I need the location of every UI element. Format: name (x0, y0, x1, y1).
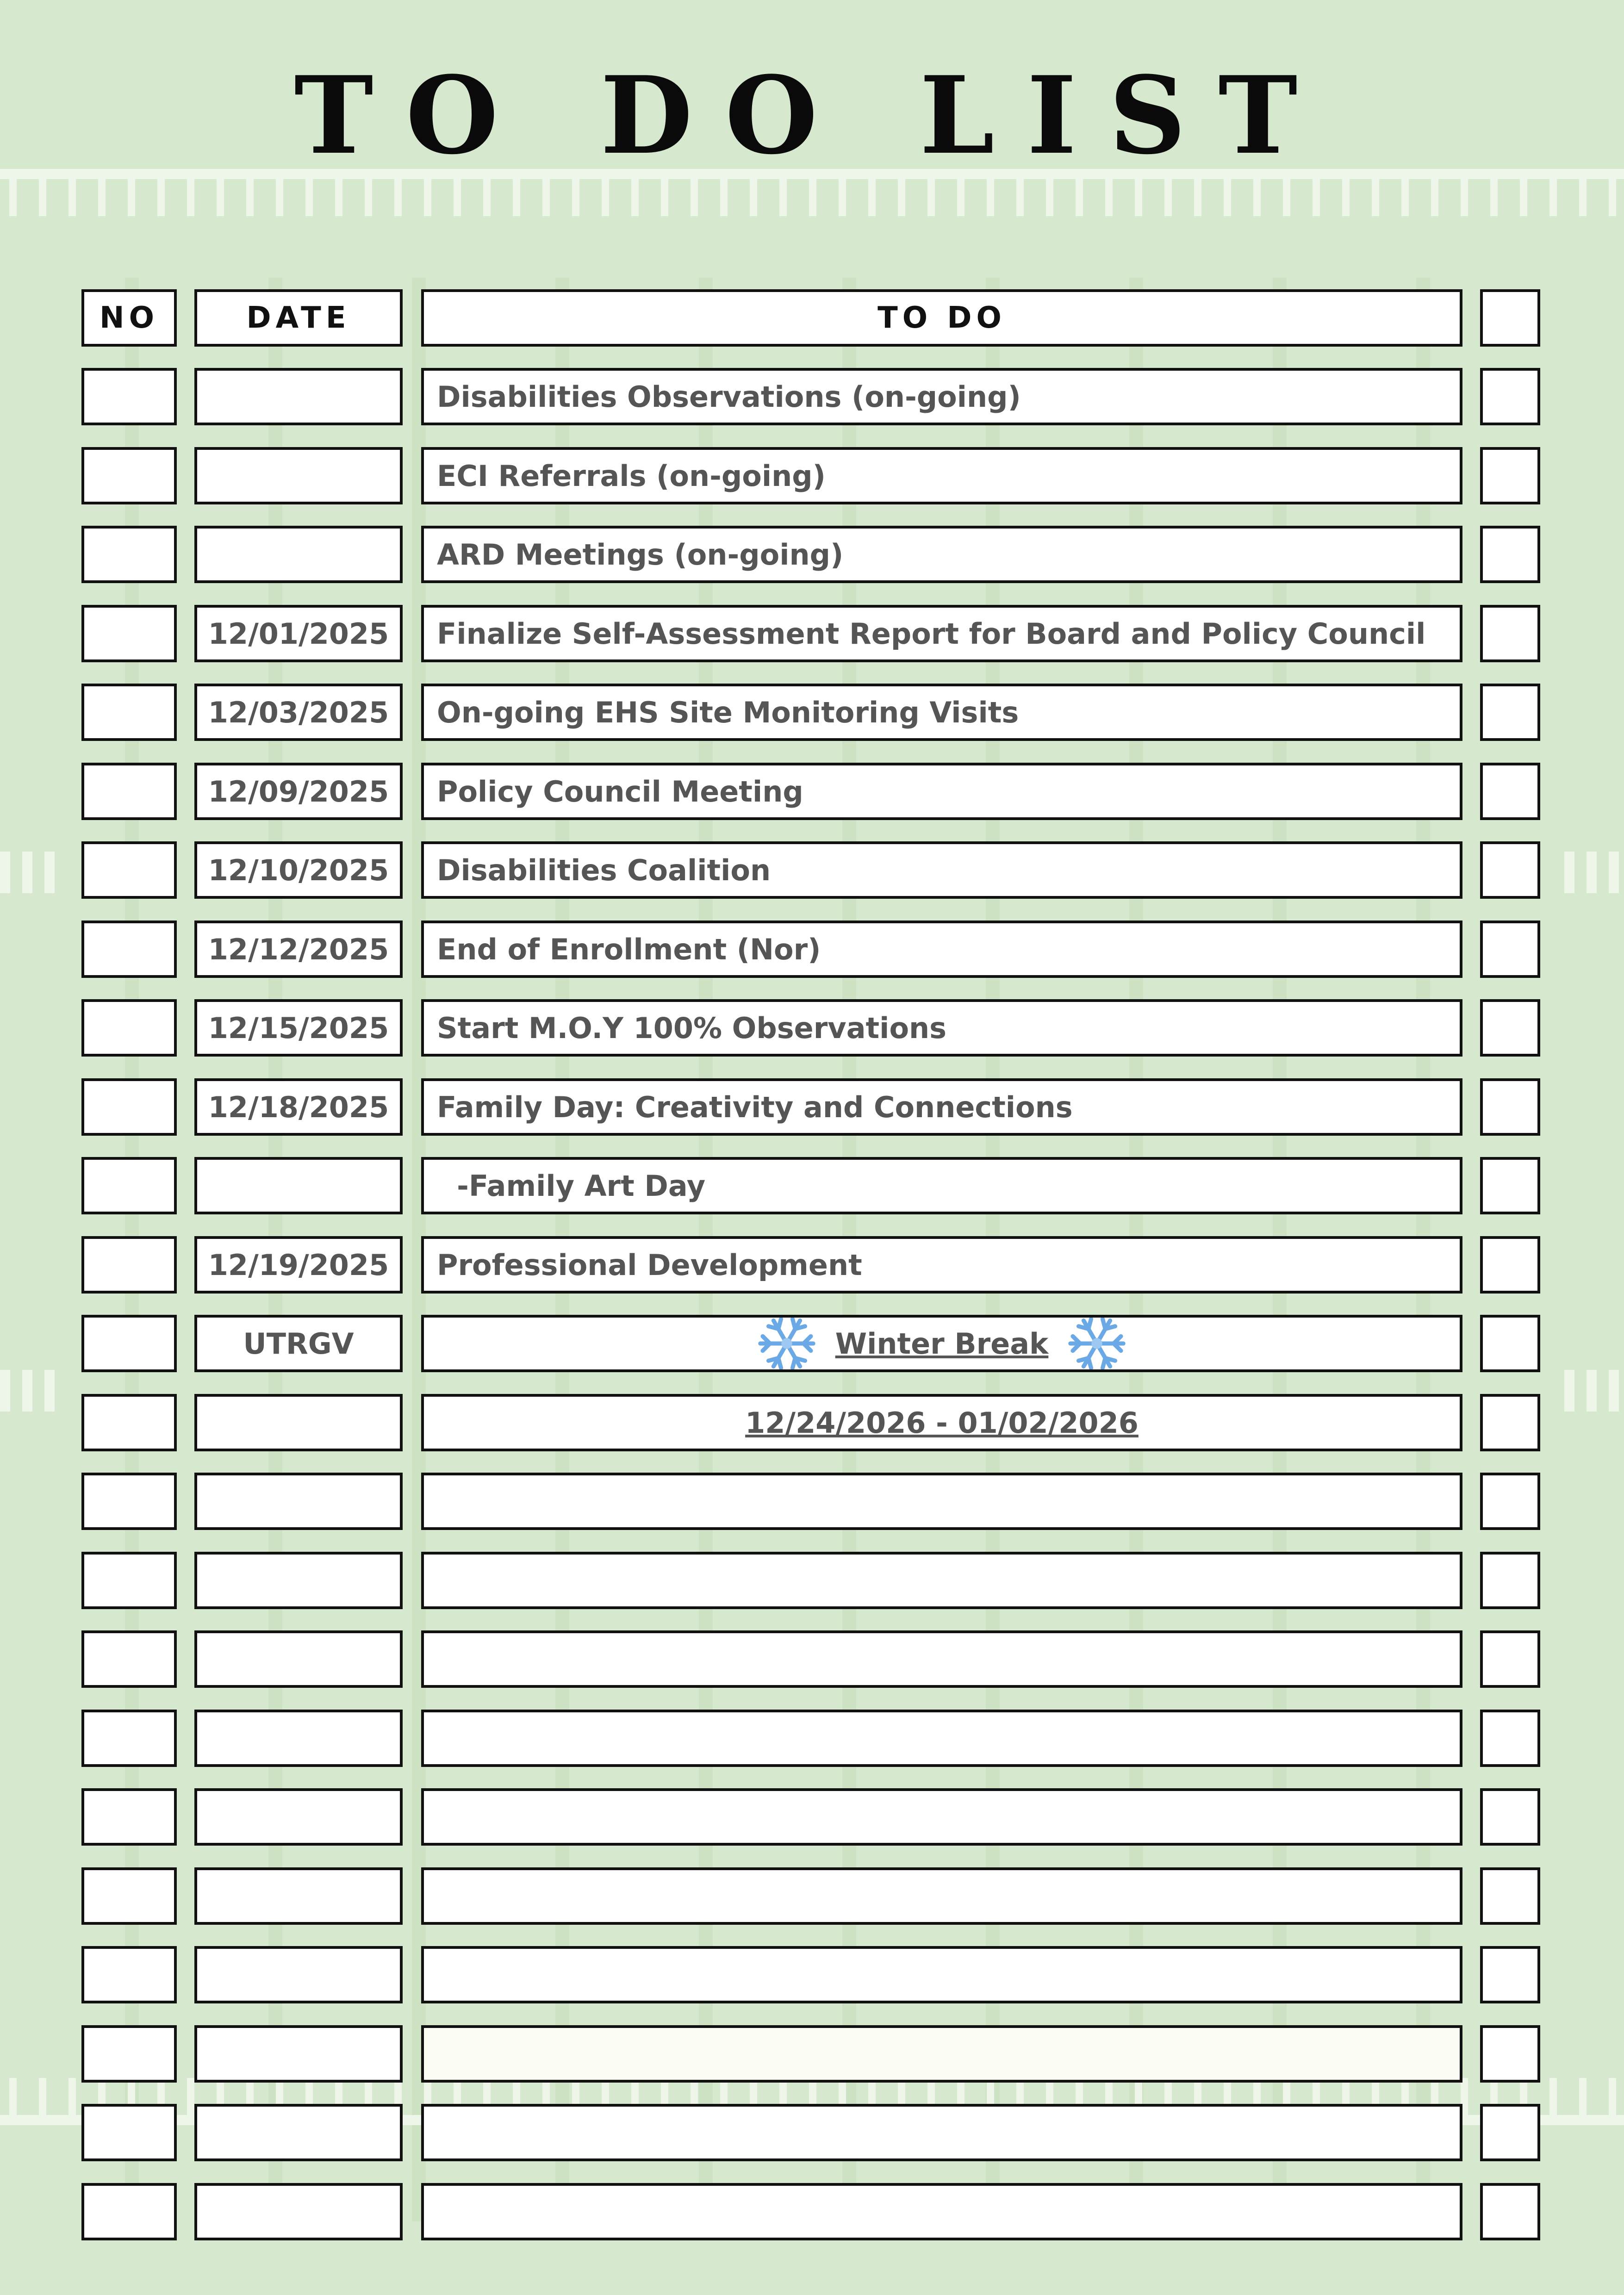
row-task-cell[interactable] (421, 1552, 1462, 1609)
row-task-cell[interactable] (421, 368, 1462, 425)
table-row (0, 1867, 1624, 1928)
table-row (0, 1078, 1624, 1138)
row-checkbox[interactable] (1480, 1236, 1540, 1294)
row-number-cell[interactable] (81, 1315, 177, 1372)
table-row (0, 1788, 1624, 1848)
task-text: Professional Development (437, 1248, 862, 1282)
row-date-cell[interactable]: 12/19/2025 (194, 1236, 403, 1294)
header-check (1480, 289, 1540, 347)
row-checkbox[interactable] (1480, 447, 1540, 504)
table-row (0, 841, 1624, 902)
task-text: Family Day: Creativity and Connections (437, 1090, 1073, 1124)
row-checkbox[interactable] (1480, 2104, 1540, 2161)
row-number-cell[interactable] (81, 1788, 177, 1846)
row-number-cell[interactable] (81, 447, 177, 504)
row-date-cell[interactable] (194, 1946, 403, 2003)
page-title: TO DO LIST (294, 53, 1330, 178)
table-row (0, 1315, 1624, 1375)
row-task-cell[interactable] (421, 841, 1462, 899)
table-row (0, 1157, 1624, 1217)
row-number-cell[interactable] (81, 841, 177, 899)
row-task-cell[interactable] (421, 1078, 1462, 1136)
row-checkbox[interactable] (1480, 1078, 1540, 1136)
row-task-cell[interactable] (421, 1788, 1462, 1846)
row-date-cell[interactable]: 12/15/2025 (194, 999, 403, 1057)
row-task-cell[interactable] (421, 605, 1462, 662)
row-checkbox[interactable] (1480, 1394, 1540, 1451)
row-number-cell[interactable] (81, 1157, 177, 1214)
row-task-cell[interactable] (421, 2104, 1462, 2161)
row-checkbox[interactable] (1480, 1946, 1540, 2003)
row-checkbox[interactable] (1480, 1788, 1540, 1846)
row-checkbox[interactable] (1480, 1157, 1540, 1214)
snowflake-icon (1067, 1315, 1127, 1372)
table-row (0, 1630, 1624, 1691)
table-row (0, 2183, 1624, 2243)
row-task-cell[interactable] (421, 684, 1462, 741)
row-number-cell[interactable] (81, 920, 177, 978)
table-row (0, 920, 1624, 981)
task-text: -Family Art Day (437, 1169, 706, 1203)
row-date-cell[interactable] (194, 2025, 403, 2083)
row-number-cell[interactable] (81, 1867, 177, 1925)
row-date-cell[interactable]: 12/03/2025 (194, 684, 403, 741)
row-date-cell[interactable] (194, 368, 403, 425)
task-text: End of Enrollment (Nor) (437, 932, 821, 966)
row-date-cell[interactable] (194, 1630, 403, 1688)
row-number-cell[interactable] (81, 1630, 177, 1688)
row-date-cell[interactable] (194, 1552, 403, 1609)
row-number-cell[interactable] (81, 2183, 177, 2240)
row-date-cell[interactable]: 12/01/2025 (194, 605, 403, 662)
row-date-cell[interactable]: 12/09/2025 (194, 763, 403, 820)
row-task-cell[interactable] (421, 1473, 1462, 1530)
table-row (0, 2104, 1624, 2164)
row-date-cell[interactable] (194, 1710, 403, 1767)
row-number-cell[interactable] (81, 1710, 177, 1767)
task-text: ECI Referrals (on-going) (437, 459, 826, 493)
row-date-cell[interactable]: 12/12/2025 (194, 920, 403, 978)
row-checkbox[interactable] (1480, 999, 1540, 1057)
table-row (0, 1473, 1624, 1533)
table-row (0, 447, 1624, 507)
row-checkbox[interactable] (1480, 1867, 1540, 1925)
row-date-cell[interactable] (194, 1867, 403, 1925)
row-task-cell[interactable] (421, 999, 1462, 1057)
task-text: ARD Meetings (on-going) (437, 537, 844, 572)
row-task-cell[interactable] (421, 1867, 1462, 1925)
row-checkbox[interactable] (1480, 920, 1540, 978)
row-checkbox[interactable] (1480, 841, 1540, 899)
row-task-cell[interactable] (421, 2025, 1462, 2083)
row-number-cell[interactable] (81, 1946, 177, 2003)
row-task-cell[interactable] (421, 1236, 1462, 1294)
row-task-cell[interactable] (421, 1315, 1462, 1372)
table-row (0, 368, 1624, 428)
row-checkbox[interactable] (1480, 1630, 1540, 1688)
table-row (0, 526, 1624, 586)
row-number-cell[interactable] (81, 605, 177, 662)
row-task-cell[interactable] (421, 1710, 1462, 1767)
row-checkbox[interactable] (1480, 1473, 1540, 1530)
row-number-cell[interactable] (81, 763, 177, 820)
task-text: Start M.O.Y 100% Observations (437, 1011, 947, 1045)
row-task-cell[interactable] (421, 1394, 1462, 1451)
row-number-cell[interactable] (81, 526, 177, 583)
row-task-cell[interactable] (421, 447, 1462, 504)
row-number-cell[interactable] (81, 2104, 177, 2161)
task-text: Policy Council Meeting (437, 774, 803, 809)
winter-break-dates: 12/24/2026 - 01/02/2026 (745, 1406, 1139, 1440)
row-date-cell[interactable]: 12/18/2025 (194, 1078, 403, 1136)
row-task-cell[interactable] (421, 763, 1462, 820)
row-number-cell[interactable] (81, 684, 177, 741)
table-row (0, 2025, 1624, 2085)
task-text: Finalize Self-Assessment Report for Board and Policy Council (437, 616, 1426, 651)
row-checkbox[interactable] (1480, 526, 1540, 583)
table-header (0, 289, 1624, 349)
row-number-cell[interactable] (81, 1473, 177, 1530)
header-todo: TO DO (421, 289, 1462, 347)
row-checkbox[interactable] (1480, 1710, 1540, 1767)
task-text: On-going EHS Site Monitoring Visits (437, 695, 1019, 729)
row-checkbox[interactable] (1480, 368, 1540, 425)
row-date-cell[interactable] (194, 1473, 403, 1530)
table-row (0, 763, 1624, 823)
table-row (0, 684, 1624, 744)
snowflake-icon (757, 1315, 817, 1372)
row-date-cell[interactable] (194, 2183, 403, 2240)
task-text: Disabilities Observations (on-going) (437, 379, 1021, 414)
row-checkbox[interactable] (1480, 2025, 1540, 2083)
row-number-cell[interactable] (81, 1236, 177, 1294)
row-date-cell[interactable] (194, 447, 403, 504)
row-date-cell[interactable] (194, 1157, 403, 1214)
table-row (0, 1552, 1624, 1612)
row-number-cell[interactable] (81, 1078, 177, 1136)
table-row (0, 1236, 1624, 1296)
row-task-cell[interactable] (421, 920, 1462, 978)
row-task-cell[interactable] (421, 1630, 1462, 1688)
row-number-cell[interactable] (81, 1552, 177, 1609)
table-row (0, 999, 1624, 1059)
row-checkbox[interactable] (1480, 684, 1540, 741)
row-number-cell[interactable] (81, 2025, 177, 2083)
table-row (0, 1710, 1624, 1770)
table-row (0, 605, 1624, 665)
row-task-cell[interactable] (421, 1157, 1462, 1214)
table-row (0, 1394, 1624, 1454)
row-date-cell[interactable]: UTRGV (194, 1315, 403, 1372)
row-date-cell[interactable] (194, 1788, 403, 1846)
row-date-cell[interactable] (194, 526, 403, 583)
row-task-cell[interactable] (421, 1946, 1462, 2003)
row-checkbox[interactable] (1480, 2183, 1540, 2240)
row-checkbox[interactable] (1480, 1315, 1540, 1372)
header-no: NO (81, 289, 177, 347)
table-row (0, 1946, 1624, 2006)
winter-break-label: Winter Break (835, 1326, 1049, 1361)
row-number-cell[interactable] (81, 368, 177, 425)
row-task-cell[interactable] (421, 526, 1462, 583)
row-number-cell[interactable] (81, 999, 177, 1057)
row-checkbox[interactable] (1480, 605, 1540, 662)
row-task-cell[interactable] (421, 2183, 1462, 2240)
row-checkbox[interactable] (1480, 1552, 1540, 1609)
row-checkbox[interactable] (1480, 763, 1540, 820)
row-date-cell[interactable] (194, 1394, 403, 1451)
row-number-cell[interactable] (81, 1394, 177, 1451)
row-date-cell[interactable] (194, 2104, 403, 2161)
row-date-cell[interactable]: 12/10/2025 (194, 841, 403, 899)
task-text: Disabilities Coalition (437, 853, 771, 887)
header-date: DATE (194, 289, 403, 347)
